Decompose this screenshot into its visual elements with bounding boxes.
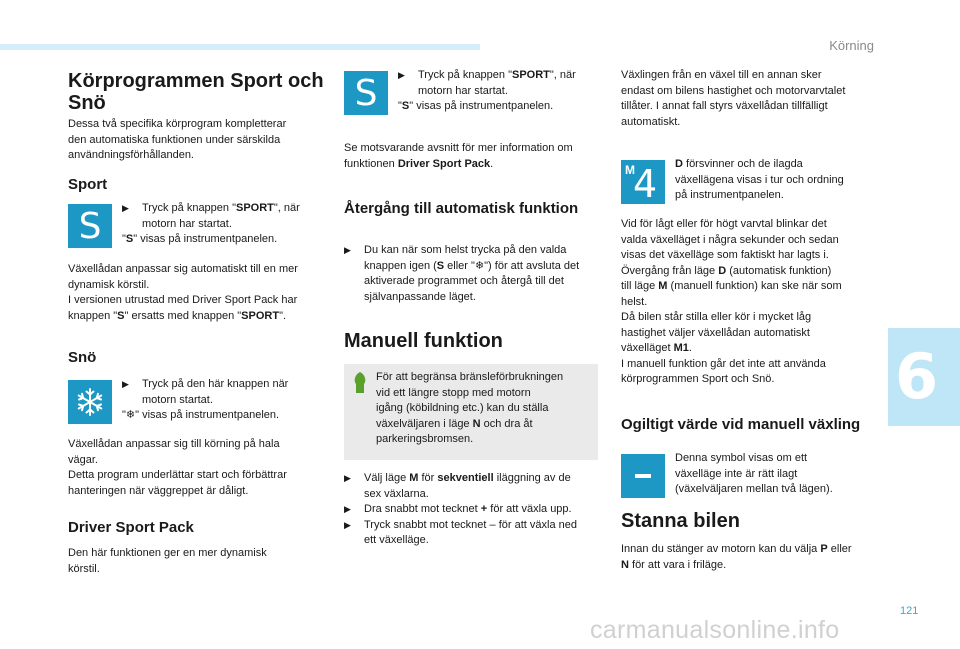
driver-sport-pack-heading: Driver Sport Pack <box>68 519 194 536</box>
section-label: Körning <box>829 38 874 53</box>
stop-heading: Stanna bilen <box>621 510 740 532</box>
sport-step-2: ▶ Tryck på knappen "SPORT", när motorn har startat. "S" visas på instrumentpanelen. <box>398 69 576 112</box>
sno-description: Växellådan anpassar sig till körning på hala vägar. Detta program underlättar start och förbättrar hanteringen när väggreppet är dåligt. <box>68 438 287 497</box>
sport-heading: Sport <box>68 176 108 193</box>
snowflake-symbol: ❄ <box>125 409 136 421</box>
snowflake-icon <box>68 380 112 424</box>
d-disappears-text: D försvinner och de ilagda växellägena visas i tur och ordning på instrumentpanelen. <box>675 158 844 201</box>
chapter-number: 6 <box>895 340 939 413</box>
return-heading: Återgång till automatisk funktion <box>344 200 579 217</box>
return-step: ▶ Du kan när som helst trycka på den valda knappen igen (S eller "❄") för att avsluta det aktiverade programmet och återgå till det självanpassande läget. <box>344 244 580 303</box>
driver-sport-pack-text: Den här funktionen ger en mer dynamisk körstil. <box>68 547 267 575</box>
sport-description: Växellådan anpassar sig automatiskt till en mer dynamisk körstil. I versionen utrustad med Driver Sport Pack har knappen "S" ersatts med knappen "SPORT". <box>68 263 298 322</box>
manual-steps: ▶ Välj läge M för sekventiell iläggning av de sex växlarna. ▶ Dra snabbt mot tecknet + för att växla upp. ▶ Tryck snabbt mot tecknet – för att växla ned ett växelläge. <box>344 472 577 546</box>
header-bar <box>0 44 480 50</box>
watermark: carmanualsonline.info <box>590 616 840 644</box>
shift-paragraph: Växlingen från en växel till en annan sker endast om bilens hastighet och motorvarvtalet tillåter. I annat fall styrs växellådan tillfälligt automatiskt. <box>621 69 846 128</box>
stop-text: Innan du stänger av motorn kan du välja P eller N för att vara i friläge. <box>621 543 852 571</box>
page-number: 121 <box>900 605 919 617</box>
sno-heading: Snö <box>68 349 97 366</box>
fuel-saving-icon <box>353 371 367 393</box>
rev-paragraph: Vid för lågt eller för högt varvtal blinkar det valda växelläget i några sekunder och sedan visas det växelläge som faktiskt har lagts i. Övergång från läge D (automatisk funktion) till läge M (manuell funktion) kan ske när som helst. Då bilen står stilla eller kör i mycket låg hastighet väljer växellådan automatiskt växelläget M1. I manuell funktion går det inte att använda körprogrammen Sport och Snö. <box>621 218 842 385</box>
m4-gear-icon: M 4 <box>621 160 665 204</box>
intro-paragraph: Dessa två specifika körprogram kompletterar den automatiska funktionen under särskilda användningsförhållanden. <box>68 118 287 161</box>
manual-heading: Manuell funktion <box>344 330 503 352</box>
invalid-shift-heading: Ogiltigt värde vid manuell växling <box>621 416 861 433</box>
reference-text: Se motsvarande avsnitt för mer information om funktionen Driver Sport Pack. <box>344 142 573 170</box>
sport-step: ▶ Tryck på knappen "SPORT", när motorn har startat. "S" visas på instrumentpanelen. <box>122 202 300 245</box>
page-title: Körprogrammen Sport och Snö <box>68 70 324 114</box>
invalid-shift-text: Denna symbol visas om ett växelläge inte är rätt ilagt (växelväljaren mellan två lägen). <box>675 452 833 495</box>
sport-s-icon-2: S <box>344 71 388 115</box>
sport-s-icon: S <box>68 204 112 248</box>
dash-gear-icon <box>621 454 665 498</box>
fuel-note-text: För att begränsa bränsleförbrukningen vid ett längre stopp med motorn igång (köbildning etc.) kan du ställa växelväljaren i läge N och dra åt parkeringsbromsen. <box>376 371 564 445</box>
sno-step: ▶ Tryck på den här knappen när motorn startat. "❄" visas på instrumentpanelen. <box>122 378 289 421</box>
